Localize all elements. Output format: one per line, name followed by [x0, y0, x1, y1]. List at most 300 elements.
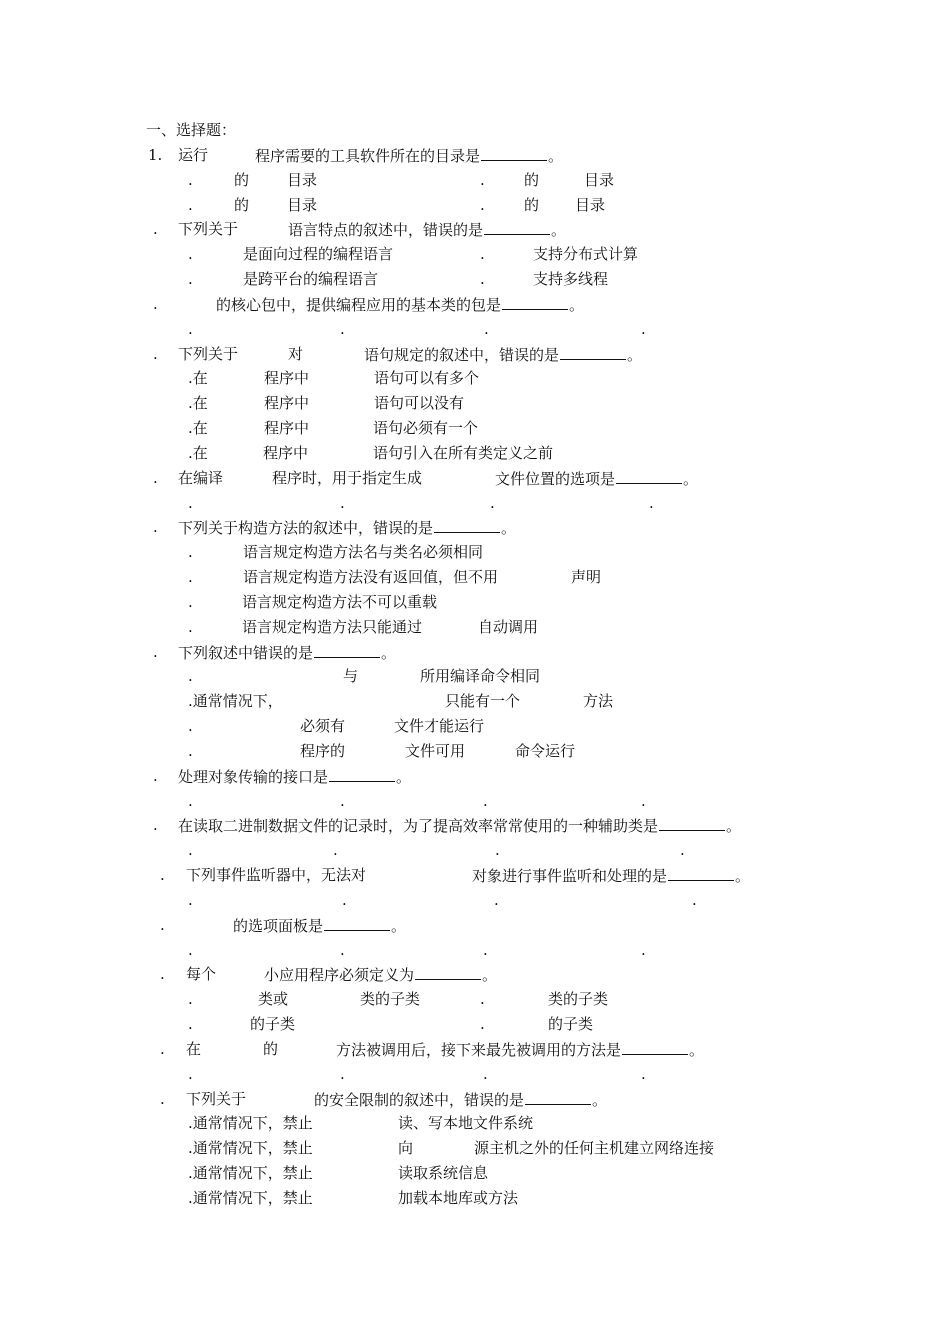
text-segment: .: [494, 890, 499, 909]
line-24-text-1: [188, 717, 193, 735]
line-28-text-1: [153, 816, 158, 834]
line-2-text-4: [480, 171, 485, 189]
text-segment: 向: [398, 1139, 414, 1158]
text-segment: .: [188, 617, 193, 636]
text-segment: .: [342, 890, 347, 909]
line-1-text-1: [148, 146, 162, 164]
line-14-text-3: [272, 469, 422, 487]
sentence-end: 。: [482, 966, 498, 985]
line-23-text-1: [188, 692, 283, 710]
text-segment: .通常情况下，禁止: [188, 1164, 313, 1183]
text-segment: 对: [288, 344, 304, 363]
line-2-text-6: [584, 171, 614, 189]
line-27-text-2: [340, 792, 345, 810]
text-segment: 支持多线程: [533, 270, 609, 289]
line-33-text-1: [188, 941, 193, 959]
text-segment: .: [160, 915, 165, 934]
text-segment: .: [160, 1039, 165, 1058]
text-segment: .: [188, 195, 193, 214]
text-segment: 语句必须有一个: [373, 419, 479, 438]
line-11-text-2: [264, 394, 309, 412]
line-31-text-4: [692, 891, 697, 909]
text-segment: .: [483, 940, 488, 959]
text-segment: .: [188, 1015, 193, 1034]
line-24-text-3: [394, 717, 484, 735]
line-5-text-4: [533, 245, 638, 263]
text-segment: 的选项面板是: [233, 916, 324, 935]
text-segment: 的核心包中，提供编程应用的基本类的包是: [216, 295, 502, 314]
sentence-end: 。: [391, 916, 407, 935]
line-32-text-2: [233, 916, 406, 935]
text-segment: .: [480, 1015, 485, 1034]
text-segment: 方法: [583, 692, 614, 711]
answer-blank: [622, 1040, 688, 1055]
line-31-text-3: [494, 891, 499, 909]
text-segment: 下列叙述中错误的是: [178, 643, 314, 662]
text-segment: .: [483, 1064, 488, 1083]
line-21-text-1: [153, 643, 158, 661]
text-segment: .: [188, 1064, 193, 1083]
answer-blank: [484, 220, 550, 235]
line-16-text-2: [178, 518, 516, 537]
text-segment: 是面向过程的编程语言: [243, 245, 394, 264]
answer-blank: [668, 866, 734, 881]
line-22-text-1: [188, 667, 193, 685]
text-segment: 语言规定构造方法不可以重载: [242, 592, 438, 611]
line-41-text-2: [398, 1139, 413, 1157]
text-segment: .: [188, 667, 193, 686]
text-segment: 的子类: [548, 1015, 594, 1034]
line-27-text-4: [641, 792, 646, 810]
line-31-text-2: [342, 891, 347, 909]
line-6-text-4: [533, 270, 608, 288]
line-39-text-3: [314, 1090, 607, 1109]
text-segment: 在: [186, 1039, 202, 1058]
text-segment: .: [641, 1064, 646, 1083]
line-26-text-2: [178, 767, 411, 786]
line-33-text-3: [483, 941, 488, 959]
text-segment: .: [153, 642, 158, 661]
line-17-text-2: [243, 543, 483, 561]
line-7-text-1: [153, 295, 158, 313]
text-segment: .: [495, 841, 500, 860]
text-segment: 必须有: [300, 717, 346, 736]
line-15-text-2: [340, 494, 345, 512]
line-10-text-1: [188, 369, 208, 387]
text-segment: .: [188, 717, 193, 736]
line-20-text-1: [188, 618, 193, 636]
text-segment: .: [188, 568, 193, 587]
text-segment: 的: [263, 1039, 279, 1058]
line-37-text-3: [263, 1040, 278, 1058]
text-segment: .: [153, 468, 158, 487]
line-3-text-5: [524, 196, 539, 214]
answer-blank: [314, 643, 380, 658]
text-segment: .: [340, 493, 345, 512]
text-segment: 与: [343, 667, 359, 686]
line-40-text-2: [398, 1114, 533, 1132]
line-25-text-1: [188, 742, 193, 760]
answer-blank: [329, 767, 395, 782]
line-13-text-2: [263, 444, 308, 462]
text-segment: 的子类: [250, 1015, 296, 1034]
text-segment: .: [188, 791, 193, 810]
line-43-text-2: [398, 1189, 518, 1207]
text-segment: 程序时，用于指定生成: [272, 468, 423, 487]
text-segment: 语言规定构造方法只能通过: [242, 617, 423, 636]
text-segment: .通常情况下，禁止: [188, 1139, 313, 1158]
text-segment: 语句可以没有: [374, 394, 465, 413]
text-segment: .: [188, 592, 193, 611]
line-18-text-2: [243, 568, 498, 586]
text-segment: 是跨平台的编程语言: [243, 270, 379, 289]
line-12-text-3: [373, 419, 478, 437]
sentence-end: 。: [689, 1040, 705, 1059]
line-1-text-3: [255, 146, 563, 165]
answer-blank: [616, 469, 682, 484]
text-segment: .: [188, 319, 193, 338]
text-segment: .: [188, 990, 193, 1009]
line-26-text-1: [153, 767, 158, 785]
line-11-text-3: [374, 394, 464, 412]
text-segment: .: [188, 493, 193, 512]
line-25-text-2: [300, 742, 345, 760]
sentence-end: 。: [396, 767, 412, 786]
line-13-text-3: [373, 444, 553, 462]
text-segment: .: [188, 890, 193, 909]
text-segment: 目录: [575, 195, 606, 214]
text-segment: .: [480, 170, 485, 189]
text-segment: 1.: [148, 146, 163, 164]
sentence-end: 。: [627, 345, 643, 364]
line-39-text-2: [186, 1090, 246, 1108]
line-19-text-2: [242, 593, 437, 611]
line-34-text-2: [186, 965, 216, 983]
line-34-text-1: [160, 965, 165, 983]
text-segment: 语句规定的叙述中，错误的是: [364, 345, 560, 364]
line-30-text-1: [160, 866, 165, 884]
text-segment: .: [153, 766, 158, 785]
line-5-text-3: [480, 245, 485, 263]
text-segment: .: [480, 270, 485, 289]
text-segment: 目录: [287, 170, 318, 189]
line-6-text-1: [188, 270, 193, 288]
line-14-text-1: [153, 469, 158, 487]
text-segment: 读取系统信息: [398, 1164, 489, 1183]
text-segment: 程序中: [263, 443, 309, 462]
line-40-text-1: [188, 1114, 313, 1132]
line-38-text-4: [641, 1065, 646, 1083]
line-8-text-2: [340, 320, 345, 338]
line-14-text-2: [178, 469, 223, 487]
line-6-text-2: [243, 270, 378, 288]
line-17-text-1: [188, 543, 193, 561]
line-29-text-3: [495, 841, 500, 859]
line-10-text-2: [264, 369, 309, 387]
line-6-text-3: [480, 270, 485, 288]
line-41-text-1: [188, 1139, 313, 1157]
line-35-text-3: [360, 990, 420, 1008]
line-19-text-1: [188, 593, 193, 611]
line-34-text-3: [264, 965, 497, 984]
line-35-text-2: [258, 990, 288, 1008]
text-segment: 的: [234, 195, 250, 214]
text-segment: .: [188, 170, 193, 189]
line-27-text-3: [483, 792, 488, 810]
text-segment: .在: [188, 443, 208, 462]
line-4-text-1: [153, 220, 158, 238]
text-segment: 命令运行: [515, 741, 576, 760]
line-3-text-2: [234, 196, 249, 214]
text-segment: .: [153, 816, 158, 835]
text-segment: .: [160, 965, 165, 984]
line-9-text-1: [153, 345, 158, 363]
text-segment: .在: [188, 369, 208, 388]
text-segment: 支持分布式计算: [533, 245, 639, 264]
line-29-text-4: [680, 841, 685, 859]
answer-blank: [415, 965, 481, 980]
line-31-text-1: [188, 891, 193, 909]
line-15-text-4: [649, 494, 654, 512]
text-segment: 目录: [584, 170, 615, 189]
line-36-text-1: [188, 1015, 193, 1033]
text-segment: .: [641, 791, 646, 810]
text-segment: 目录: [287, 195, 318, 214]
text-segment: .: [480, 245, 485, 264]
sentence-end: 。: [735, 867, 751, 886]
line-37-text-1: [160, 1040, 165, 1058]
line-43-text-1: [188, 1189, 313, 1207]
text-segment: .: [480, 990, 485, 1009]
line-23-text-2: [445, 692, 520, 710]
text-segment: 下列事件监听器中，无法对: [186, 866, 367, 885]
sentence-end: 。: [548, 147, 564, 165]
line-16-text-1: [153, 518, 158, 536]
line-37-text-4: [336, 1040, 704, 1059]
text-segment: .: [160, 866, 165, 885]
text-segment: 在读取二进制数据文件的记录时，为了提高效率常常使用的一种辅助类是: [178, 817, 659, 836]
text-segment: .通常情况下，禁止: [188, 1114, 313, 1133]
text-segment: .: [649, 493, 654, 512]
answer-blank: [324, 916, 390, 931]
line-7-text-2: [216, 295, 584, 314]
text-segment: .: [188, 841, 193, 860]
line-8-text-4: [641, 320, 646, 338]
text-segment: 类的子类: [548, 990, 609, 1009]
text-segment: 加载本地库或方法: [398, 1188, 519, 1207]
line-10-text-3: [374, 369, 479, 387]
line-1-text-2: [178, 146, 208, 164]
line-29-text-2: [333, 841, 338, 859]
line-30-text-2: [186, 866, 366, 884]
answer-blank: [434, 518, 500, 533]
sentence-end: 。: [683, 469, 699, 488]
text-segment: .: [188, 245, 193, 264]
line-36-text-3: [480, 1015, 485, 1033]
text-segment: .: [490, 493, 495, 512]
text-segment: .在: [188, 419, 208, 438]
text-segment: 在编译: [178, 468, 224, 487]
text-segment: .: [680, 841, 685, 860]
text-segment: .: [340, 1064, 345, 1083]
text-segment: 声明: [571, 568, 602, 587]
answer-blank: [481, 146, 547, 161]
line-8-text-3: [484, 320, 489, 338]
line-5-text-1: [188, 245, 193, 263]
text-segment: .: [340, 940, 345, 959]
line-25-text-3: [405, 742, 465, 760]
line-27-text-1: [188, 792, 193, 810]
line-22-text-2: [343, 667, 358, 685]
line-9-text-2: [178, 345, 238, 363]
line-9-text-3: [288, 345, 303, 363]
line-38-text-1: [188, 1065, 193, 1083]
line-38-text-2: [340, 1065, 345, 1083]
sentence-end: 。: [551, 221, 567, 240]
line-8-text-1: [188, 320, 193, 338]
text-segment: 文件可用: [405, 741, 466, 760]
line-33-text-2: [340, 941, 345, 959]
text-segment: 程序中: [264, 369, 310, 388]
line-39-text-1: [160, 1090, 165, 1108]
text-segment: .: [340, 319, 345, 338]
text-segment: .: [480, 195, 485, 214]
line-14-text-4: [495, 469, 698, 488]
text-segment: 处理对象传输的接口是: [178, 767, 329, 786]
text-segment: 下列关于: [178, 220, 239, 239]
line-13-text-1: [188, 444, 208, 462]
line-35-text-4: [480, 990, 485, 1008]
text-segment: 类的子类: [360, 990, 421, 1009]
text-segment: .: [340, 791, 345, 810]
text-segment: 的: [524, 170, 540, 189]
text-segment: 下列关于: [186, 1089, 247, 1108]
line-2-text-5: [524, 171, 539, 189]
text-segment: 小应用程序必须定义为: [264, 966, 415, 985]
text-segment: .: [153, 294, 158, 313]
text-segment: 每个: [186, 965, 217, 984]
text-segment: 只能有一个: [445, 692, 521, 711]
line-36-text-2: [250, 1015, 295, 1033]
text-segment: 读、写本地文件系统: [398, 1114, 534, 1133]
sentence-end: 。: [569, 295, 585, 314]
text-segment: .: [483, 791, 488, 810]
text-segment: .: [188, 741, 193, 760]
text-segment: 的: [524, 195, 540, 214]
line-12-text-1: [188, 419, 208, 437]
line-20-text-3: [478, 618, 538, 636]
line-41-text-3: [474, 1139, 714, 1157]
line-11-text-1: [188, 394, 208, 412]
line-42-text-2: [398, 1164, 488, 1182]
text-segment: 源主机之外的任何主机建立网络连接: [474, 1139, 715, 1158]
line-35-text-5: [548, 990, 608, 1008]
text-segment: 类或: [258, 990, 289, 1009]
text-segment: .: [484, 319, 489, 338]
line-21-text-2: [178, 643, 396, 662]
line-32-text-1: [160, 916, 165, 934]
line-5-text-2: [243, 245, 393, 263]
text-segment: 文件才能运行: [394, 717, 485, 736]
text-segment: .: [160, 1089, 165, 1108]
text-segment: .: [641, 940, 646, 959]
line-35-text-1: [188, 990, 193, 1008]
text-segment: .: [333, 841, 338, 860]
line-23-text-3: [583, 692, 613, 710]
text-segment: 语句可以有多个: [374, 369, 480, 388]
line-3-text-1: [188, 196, 193, 214]
line-37-text-2: [186, 1040, 201, 1058]
line-3-text-6: [575, 196, 605, 214]
line-18-text-3: [571, 568, 601, 586]
answer-blank: [659, 816, 725, 831]
text-segment: 的: [234, 170, 250, 189]
line-3-text-4: [480, 196, 485, 214]
text-segment: .: [641, 319, 646, 338]
text-segment: 下列关于: [178, 344, 239, 363]
text-segment: .: [153, 518, 158, 537]
text-segment: .: [692, 890, 697, 909]
text-segment: 的安全限制的叙述中，错误的是: [314, 1090, 525, 1109]
line-33-text-4: [641, 941, 646, 959]
line-24-text-2: [300, 717, 345, 735]
line-4-text-3: [288, 220, 566, 239]
line-15-text-1: [188, 494, 193, 512]
answer-blank: [502, 295, 568, 310]
line-28-text-2: [178, 816, 741, 835]
text-segment: .在: [188, 394, 208, 413]
sentence-end: 。: [501, 519, 517, 538]
text-segment: 对象进行事件监听和处理的是: [472, 867, 668, 886]
line-20-text-2: [242, 618, 422, 636]
line-36-text-4: [548, 1015, 593, 1033]
line-3-text-3: [287, 196, 317, 214]
line-30-text-3: [472, 866, 750, 885]
sentence-end: 。: [726, 817, 742, 836]
line-22-text-3: [420, 667, 540, 685]
text-segment: 语言规定构造方法名与类名必须相同: [243, 543, 484, 562]
sentence-end: 。: [381, 643, 397, 662]
section-title: 一、选择题：: [146, 121, 237, 139]
text-segment: .: [188, 270, 193, 289]
text-segment: 运行: [178, 146, 209, 164]
text-segment: 方法被调用后，接下来最先被调用的方法是: [336, 1040, 622, 1059]
line-25-text-4: [515, 742, 575, 760]
text-segment: 语言规定构造方法没有返回值，但不用: [243, 568, 499, 587]
text-segment: 自动调用: [478, 617, 539, 636]
text-segment: .通常情况下，禁止: [188, 1188, 313, 1207]
text-segment: 程序中: [264, 394, 310, 413]
line-15-text-3: [490, 494, 495, 512]
line-18-text-1: [188, 568, 193, 586]
line-4-text-2: [178, 220, 238, 238]
text-segment: 语句引入在所有类定义之前: [373, 443, 554, 462]
text-segment: .通常情况下，: [188, 692, 283, 711]
line-38-text-3: [483, 1065, 488, 1083]
sentence-end: 。: [592, 1090, 608, 1109]
text-segment: 下列关于构造方法的叙述中，错误的是: [178, 519, 434, 538]
text-segment: 程序的: [300, 741, 346, 760]
text-segment: .: [153, 344, 158, 363]
text-segment: .: [188, 543, 193, 562]
line-42-text-1: [188, 1164, 313, 1182]
text-segment: 程序需要的工具软件所在的目录是: [255, 147, 481, 165]
text-segment: 语言特点的叙述中，错误的是: [288, 221, 484, 240]
line-2-text-1: [188, 171, 193, 189]
text-segment: 程序中: [264, 419, 310, 438]
text-segment: .: [188, 940, 193, 959]
line-2-text-3: [287, 171, 317, 189]
